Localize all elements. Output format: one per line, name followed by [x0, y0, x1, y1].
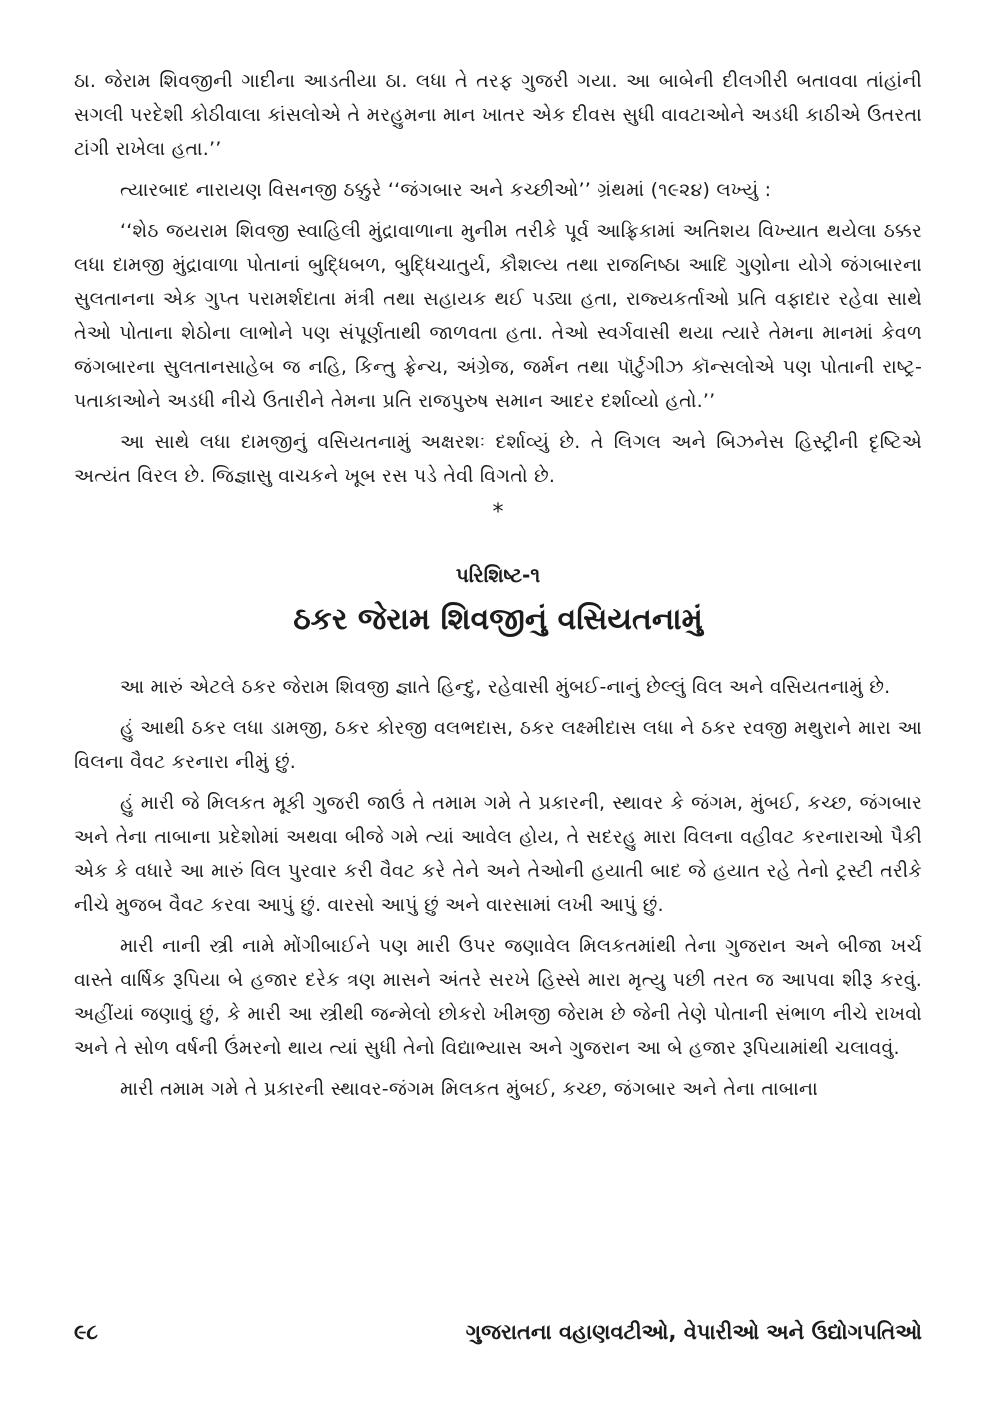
- running-book-title: ગુજરાતના વહાણવટીઓ, વેપારીઓ અને ઉદ્યોગપતિઓ: [465, 1320, 922, 1344]
- paragraph-will-note: આ સાથે લધા દામજીનું વસિયતનામું અક્ષરશઃ દર્શાવ્યું છે. તે લિગલ અને બિઝનેસ હિસ્ટ્રીની દૃષ્ટિએ અત્યંત વિરલ છે. જિજ્ઞાસુ વાચકને ખૂબ રસ પડે તેવી વિગતો છે.: [74, 431, 922, 487]
- paragraph-intro-thakkur: ત્યારબાદ નારાયણ વિસનજી ઠક્કુરે ‘‘જંગબાર અને કચ્છીઓ’’ ગ્રંથમાં (૧૯૨૪) લખ્યું :: [120, 179, 772, 201]
- will-paragraph-property: હું મારી જે મિલકત મૂકી ગુજરી જાઉં તે તમામ ગમે તે પ્રકારની, સ્થાવર કે જંગમ, મુંબઈ, કચ્છ, જંગબાર અને તેના તાબાના પ્રદેશોમાં અથવા બીજે ગમે ત્યાં આવેલ હોય, તે સદરહુ મારા વિલના વહીવટ કરનારાઓ પૈકી એક કે વધારે આ મારું વિલ પુરવાર કરી વૈવટ કરે તેને અને તેઓની હયાતી બાદ જે હયાત રહે તેનો ટ્રસ્ટી તરીકે નીચે મુજબ વૈવટ કરવા આપું છું. વારસો આપું છું અને વારસામાં લખી આપું છું.: [74, 792, 922, 916]
- paragraph-continued-quote: ઠા. જેરામ શિવજીની ગાદીના આડતીયા ઠા. લધા તે તરફ ગુજરી ગયા. આ બાબેની દીલગીરી બતાવવા તાંહાંની સગલી પરદેશી કોઠીવાલા કાંસલોએ તે મરહુમના માન ખાતર એક દીવસ સુધી વાવટાઓને અડધી કાઠીએ ઉતરતા ટાંગી રાખેલા હતા.’’: [74, 70, 922, 160]
- will-paragraph-continued: મારી તમામ ગમે તે પ્રકારની સ્થાવર-જંગમ મિલકત મુંબઈ, કચ્છ, જંગબાર અને તેના તાબાના: [120, 1078, 818, 1100]
- page-number: ૯૮: [74, 1320, 98, 1344]
- will-paragraph-declaration: આ મારું એટલે ઠકર જેરામ શિવજી જ્ઞાતે હિન્દુ, રહેવાસી મુંબઈ-નાનું છેલ્લું વિલ અને વસિયતનામું છે.: [120, 676, 891, 698]
- page-footer: [74, 1320, 922, 1354]
- section-title: ઠકર જેરામ શિવજીનું વસિયતનામું: [293, 602, 703, 637]
- section-divider-asterisk: *: [492, 500, 504, 525]
- page-body: [74, 64, 922, 1113]
- appendix-label: પરિશિષ્ટ-૧: [455, 563, 541, 587]
- will-paragraph-wife-allowance: મારી નાની સ્ત્રી નામે મોંગીબાઈને પણ મારી ઉપર જણાવેલ મિલકતમાંથી તેના ગુજરાન અને બીજા ખર્ચ વાસ્તે વાર્ષિક રૂપિયા બે હજાર દરેક ત્રણ માસને અંતરે સરખે હિસ્સે મારા મૃત્યુ પછી તરત જ આપવા શીરૂ કરવું. અહીંયાં જણાવું છું, કે મારી આ સ્ત્રીથી જન્મેલો છોકરો ખીમજી જેરામ છે જેની તેણે પોતાની સંભાળ નીચે રાખવો અને તે સોળ વર્ષની ઉંમરનો થાય ત્યાં સુધી તેનો વિદ્યાભ્યાસ અને ગુજરાન આ બે હજાર રૂપિયામાંથી ચલાવવું.: [74, 935, 922, 1059]
- paragraph-block-quote: ‘‘શેઠ જયરામ શિવજી સ્વાહિલી મુંદ્રાવાળાના મુનીમ તરીકે પૂર્વ આફ્રિકામાં અતિશય વિખ્યાત થયેલા ઠક્કર લધા દામજી મુંદ્રાવાળા પોતાનાં બુદ્ધિબળ, બુદ્ધિચાતુર્ય, કૌશલ્ય તથા રાજનિષ્ઠા આદિ ગુણોના યોગે જંગબારના સુલતાનના એક ગુપ્ત પરામર્શદાતા મંત્રી તથા સહાયક થઈ પડ્યા હતા, રાજ્યકર્તાઓ પ્રતિ વફાદાર રહેવા સાથે તેઓ પોતાના શેઠોના લાભોને પણ સંપૂર્ણતાથી જાળવતા હતા. તેઓ સ્વર્ગવાસી થયા ત્યારે તેમના માનમાં કેવળ જંગબારના સુલતાનસાહેબ જ નહિ, કિન્તુ ફ્રેન્ચ, અંગ્રેજ, જર્મન તથા પૉર્ટુગીઝ કૉન્સલોએ પણ પોતાની રાષ્ટ્ર-પતાકાઓને અડધી નીચે ઉતારીને તેમના પ્રતિ રાજપુરુષ સમાન આદર દર્શાવ્યો હતો.’’: [74, 220, 922, 412]
- will-paragraph-executors: હું આથી ઠકર લધા ડામજી, ઠકર કોરજી વલભદાસ, ઠકર લક્ષ્મીદાસ લધા ને ઠકર રવજી મથુરાને મારા આ વિલના વૈવટ કરનારા નીમું છું.: [74, 717, 922, 773]
